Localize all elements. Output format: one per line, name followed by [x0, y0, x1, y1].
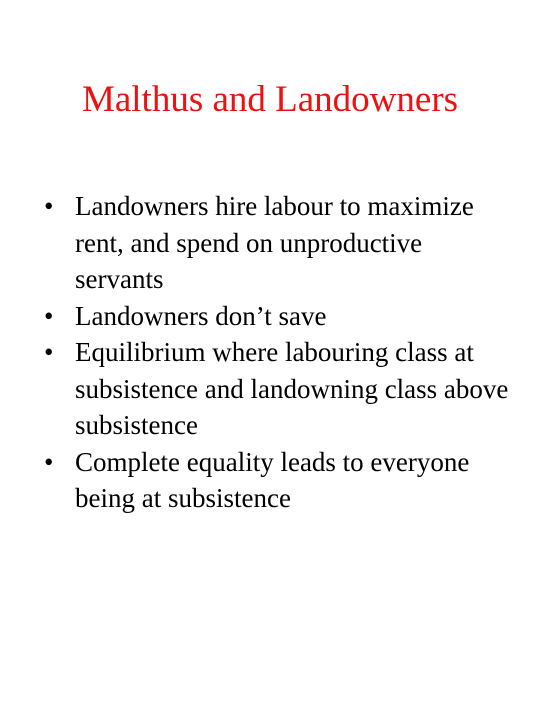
- bullet-item: [44, 444, 514, 517]
- bullet-text: Equilibrium where labouring class at subsistence and landowning class above subsistence: [75, 337, 509, 440]
- bullet-list: [44, 188, 514, 517]
- bullet-dot-icon: •: [44, 300, 54, 331]
- bullet-item: [44, 298, 514, 335]
- slide-title: Malthus and Landowners: [81, 79, 459, 120]
- bullet-dot-icon: •: [44, 337, 54, 367]
- bullet-dot-icon: •: [44, 191, 54, 221]
- bullet-text: Landowners hire labour to maximize rent, and spend on unproductive servants: [75, 191, 474, 294]
- bullet-dot-icon: •: [44, 446, 54, 477]
- bullet-text: Complete equality leads to everyone being at subsistence: [75, 446, 470, 513]
- bullet-item: [44, 334, 514, 444]
- bullet-item: [44, 188, 514, 298]
- bullet-text: Landowners don’t save: [75, 300, 327, 331]
